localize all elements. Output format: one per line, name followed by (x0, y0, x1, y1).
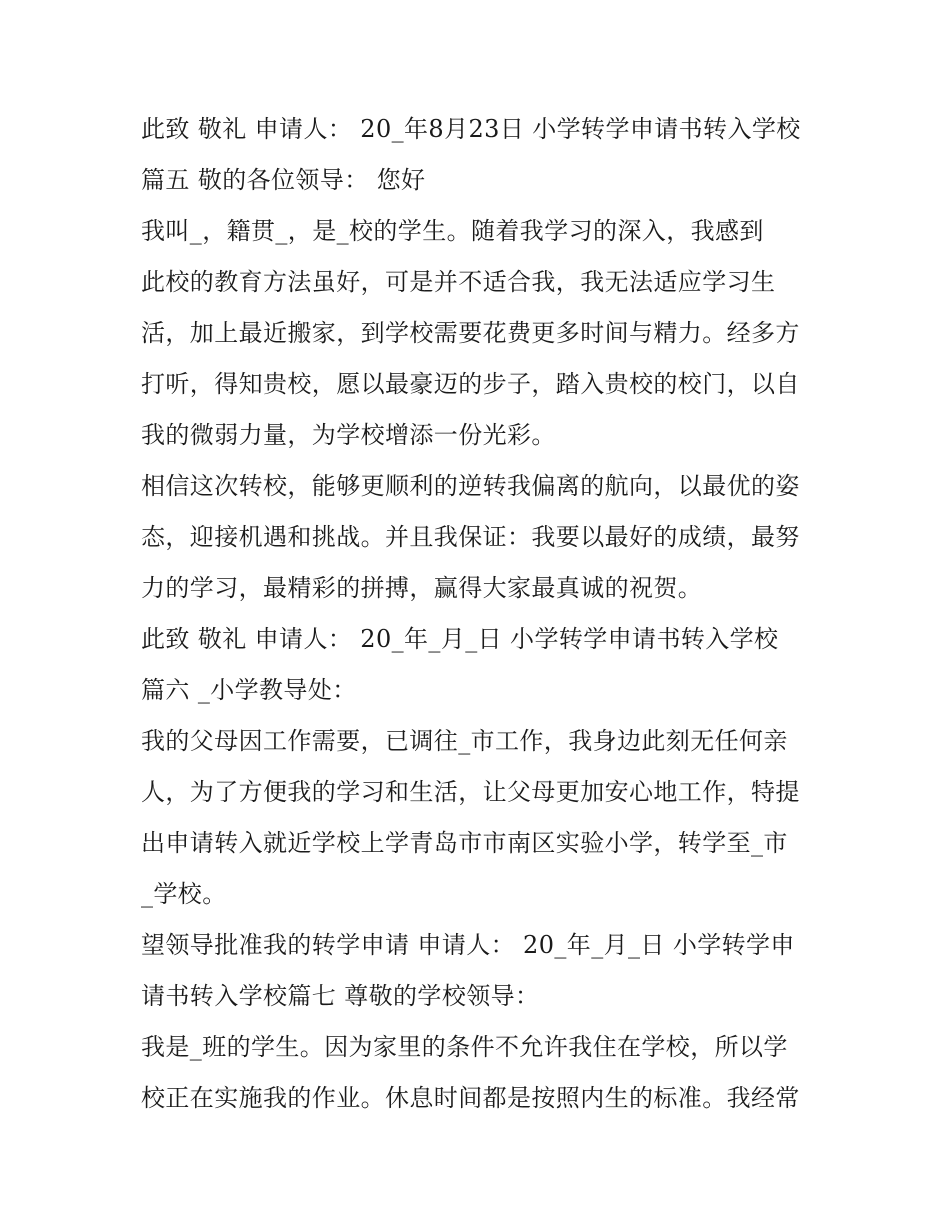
text-line: 我的微弱力量，为学校增添一份光彩。 (141, 421, 556, 449)
text-line: 篇六 _小学教导处： (141, 676, 357, 704)
text-line: 篇五 敬的各位领导： 您好 (141, 166, 426, 194)
text-line: 活，加上最近搬家，到学校需要花费更多时间与精力。经多方 (141, 319, 800, 347)
text-line: 力的学习，最精彩的拼搏，赢得大家最真诚的祝贺。 (141, 574, 703, 602)
text-line: 人，为了方便我的学习和生活，让父母更加安心地工作，特提 (141, 778, 800, 806)
text-line: 我叫_，籍贯_，是_校的学生。随着我学习的深入，我感到 (141, 217, 764, 245)
text-line: 打听，得知贵校，愿以最豪迈的步子，踏入贵校的校门，以自 (141, 370, 800, 398)
text-line: 此校的教育方法虽好，可是并不适合我，我无法适应学习生 (141, 268, 776, 296)
text-line: 望领导批准我的转学申请 申请人： 20_年_月_日 小学转学申 (141, 931, 795, 959)
text-line: 请书转入学校篇七 尊敬的学校领导： (141, 982, 540, 1010)
text-line: 态，迎接机遇和挑战。并且我保证：我要以最好的成绩，最努 (141, 523, 800, 551)
document-text (141, 104, 821, 1124)
text-line: 我的父母因工作需要，已调往_市工作，我身边此刻无任何亲 (141, 727, 788, 755)
text-line: 我是_班的学生。因为家里的条件不允许我住在学校，所以学 (141, 1033, 788, 1061)
text-line: _学校。 (141, 880, 227, 908)
text-line: 出申请转入就近学校上学青岛市市南区实验小学，转学至_市 (141, 829, 788, 857)
text-line: 相信这次转校，能够更顺利的逆转我偏离的航向，以最优的姿 (141, 472, 800, 500)
text-line: 此致 敬礼 申请人： 20_年_月_日 小学转学申请书转入学校 (141, 625, 779, 653)
text-line: 校正在实施我的作业。休息时间都是按照内生的标准。我经常 (141, 1084, 800, 1112)
text-line: 此致 敬礼 申请人： 20_年8月23日 小学转学申请书转入学校 (141, 115, 801, 143)
